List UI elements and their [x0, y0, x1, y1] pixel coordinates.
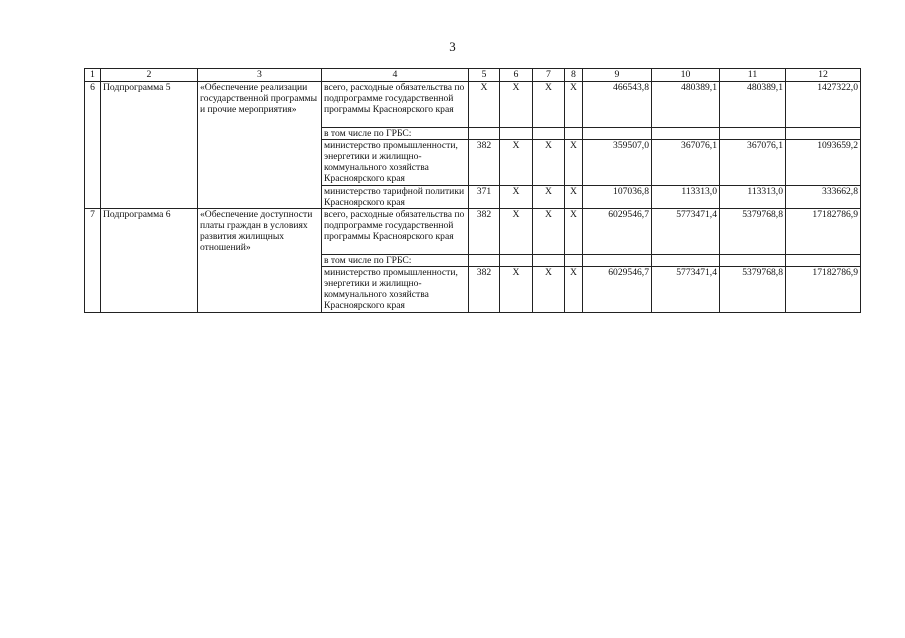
line-description: министерство тарифной политики Красноярского края: [322, 186, 469, 209]
cell-value-9: 6029546,7: [583, 209, 652, 255]
page-number: 3: [449, 39, 456, 54]
cell-value-9: 359507,0: [583, 140, 652, 186]
row-number: 7: [85, 209, 101, 313]
table-row: [85, 82, 861, 128]
cell-value-9: [583, 255, 652, 267]
subprogram-title: «Обеспечение реализации государственной программы и прочие мероприятия»: [198, 82, 322, 209]
cell-value-12: 1427322,0: [786, 82, 861, 128]
column-header: 10: [652, 69, 720, 82]
cell-value-12: 17182786,9: [786, 209, 861, 255]
cell-vr: [565, 128, 583, 140]
cell-grbs: X: [469, 82, 500, 128]
column-header: 2: [101, 69, 198, 82]
cell-value-12: 333662,8: [786, 186, 861, 209]
cell-value-11: 367076,1: [720, 140, 786, 186]
cell-value-10: [652, 128, 720, 140]
cell-value-11: 480389,1: [720, 82, 786, 128]
cell-value-9: 6029546,7: [583, 267, 652, 313]
cell-rz: [500, 255, 533, 267]
cell-value-10: 113313,0: [652, 186, 720, 209]
cell-vr: X: [565, 186, 583, 209]
line-description: в том числе по ГРБС:: [322, 128, 469, 140]
cell-value-10: [652, 255, 720, 267]
subprogram-name: Подпрограмма 5: [101, 82, 198, 209]
cell-value-11: 113313,0: [720, 186, 786, 209]
cell-value-10: 367076,1: [652, 140, 720, 186]
cell-value-12: [786, 255, 861, 267]
cell-rz: X: [500, 186, 533, 209]
column-header: 1: [85, 69, 101, 82]
cell-rz: X: [500, 82, 533, 128]
cell-grbs: 371: [469, 186, 500, 209]
cell-value-11: 5379768,8: [720, 209, 786, 255]
cell-vr: X: [565, 267, 583, 313]
cell-grbs: 382: [469, 267, 500, 313]
cell-grbs: 382: [469, 140, 500, 186]
column-header: 8: [565, 69, 583, 82]
cell-rz: X: [500, 267, 533, 313]
cell-csr: [533, 255, 565, 267]
cell-grbs: [469, 128, 500, 140]
column-header: 11: [720, 69, 786, 82]
cell-value-9: 466543,8: [583, 82, 652, 128]
subprogram-title: «Обеспечение доступности платы граждан в условиях развития жилищных отношений»: [198, 209, 322, 313]
cell-rz: X: [500, 209, 533, 255]
cell-value-9: [583, 128, 652, 140]
column-header: 4: [322, 69, 469, 82]
line-description: министерство промышленности, энергетики и жилищно-коммунального хозяйства Красноярского края: [322, 140, 469, 186]
column-header: 6: [500, 69, 533, 82]
line-description: в том числе по ГРБС:: [322, 255, 469, 267]
cell-vr: X: [565, 209, 583, 255]
column-header: 5: [469, 69, 500, 82]
line-description: министерство промышленности, энергетики и жилищно-коммунального хозяйства Красноярского края: [322, 267, 469, 313]
cell-rz: X: [500, 140, 533, 186]
cell-grbs: 382: [469, 209, 500, 255]
column-header: 12: [786, 69, 861, 82]
cell-csr: X: [533, 209, 565, 255]
cell-csr: X: [533, 267, 565, 313]
column-header: 7: [533, 69, 565, 82]
header-row: [85, 69, 861, 82]
column-header: 9: [583, 69, 652, 82]
cell-value-12: 1093659,2: [786, 140, 861, 186]
line-description: всего, расходные обязательства по подпрограмме государственной программы Красноярского края: [322, 82, 469, 128]
cell-value-12: 17182786,9: [786, 267, 861, 313]
subprogram-name: Подпрограмма 6: [101, 209, 198, 313]
row-number: 6: [85, 82, 101, 209]
cell-value-10: 5773471,4: [652, 209, 720, 255]
cell-rz: [500, 128, 533, 140]
cell-value-10: 480389,1: [652, 82, 720, 128]
table-row: [85, 209, 861, 255]
cell-csr: X: [533, 140, 565, 186]
cell-csr: X: [533, 186, 565, 209]
cell-vr: X: [565, 82, 583, 128]
cell-value-11: [720, 128, 786, 140]
cell-value-9: 107036,8: [583, 186, 652, 209]
cell-grbs: [469, 255, 500, 267]
cell-csr: X: [533, 82, 565, 128]
budget-table: [84, 68, 861, 313]
column-header: 3: [198, 69, 322, 82]
cell-vr: [565, 255, 583, 267]
cell-value-12: [786, 128, 861, 140]
cell-vr: X: [565, 140, 583, 186]
cell-value-11: [720, 255, 786, 267]
cell-csr: [533, 128, 565, 140]
cell-value-10: 5773471,4: [652, 267, 720, 313]
cell-value-11: 5379768,8: [720, 267, 786, 313]
line-description: всего, расходные обязательства по подпрограмме государственной программы Красноярского края: [322, 209, 469, 255]
